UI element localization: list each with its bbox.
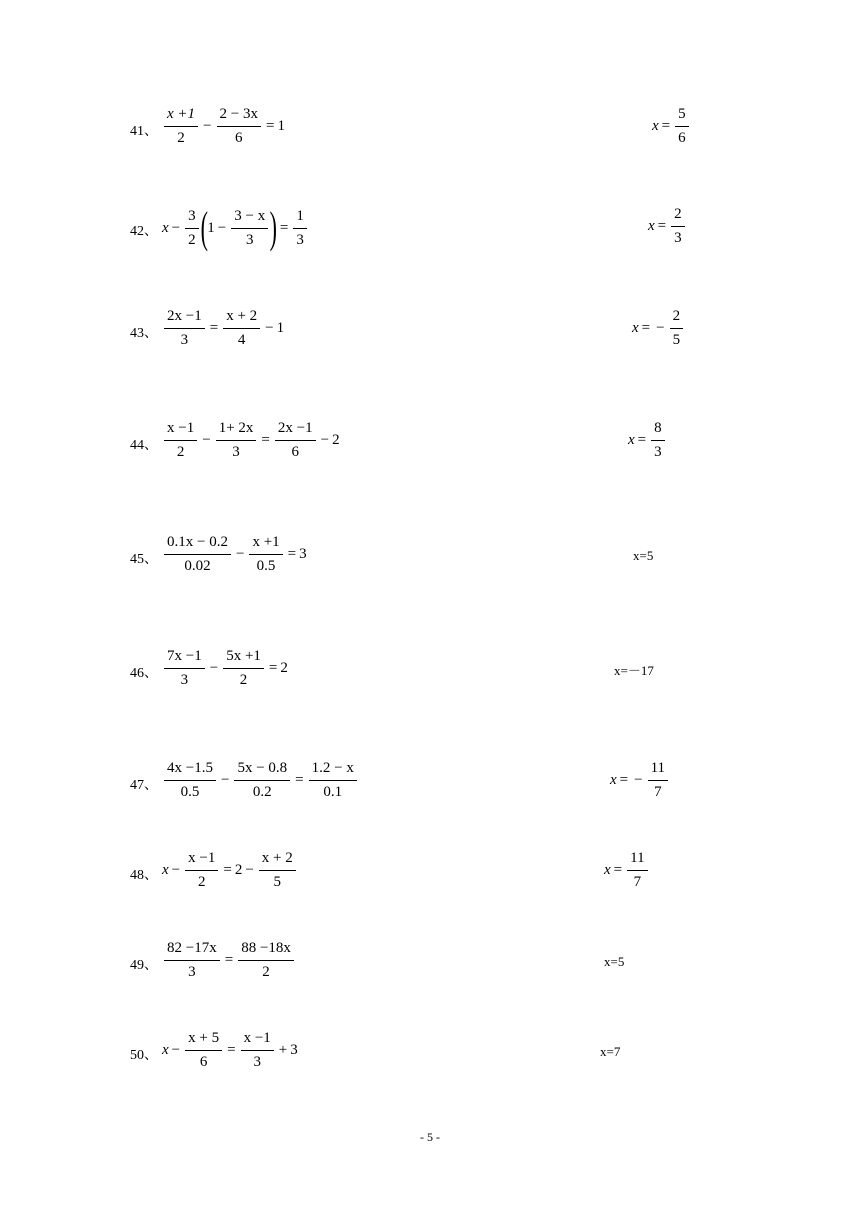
equation: $\frac{82 -17x}{3}$ = $\frac{88 -18x}{2}$ [162, 940, 296, 980]
equation: $\frac{7x -1}{3}$ − $\frac{5x +1}{2}$ = 2 [162, 648, 288, 688]
answer: x=－17 [614, 663, 654, 678]
problem-number: 48、 [130, 868, 158, 883]
equation: x − $\frac{x -1}{2}$ = 2 − $\frac{x + 2}{5}$ [162, 850, 298, 890]
problem-number: 49、 [130, 958, 158, 973]
problem-number: 41、 [130, 124, 158, 139]
page-number: - 5 - [420, 1130, 440, 1144]
answer: x=5 [633, 548, 654, 563]
answer: x = − $\frac{2}{5}$ [632, 308, 685, 348]
problem-number: 45、 [130, 552, 158, 567]
equation: $\frac{0.1x - 0.2}{0.02}$ − $\frac{x +1}{0.5}$ = 3 [162, 534, 307, 574]
problem-number: 47、 [130, 778, 158, 793]
answer: x = $\frac{5}{6}$ [652, 106, 691, 146]
problem-number: 50、 [130, 1048, 158, 1063]
answer: x = $\frac{11}{7}$ [604, 850, 650, 890]
answer: x=7 [600, 1044, 621, 1059]
answer: x = $\frac{8}{3}$ [628, 420, 667, 460]
problem-number: 43、 [130, 326, 158, 341]
equation: $\frac{4x -1.5}{0.5}$ − $\frac{5x - 0.8}{0.2}$ = $\frac{1.2 - x}{0.1}$ [162, 760, 359, 800]
equation: $\frac{x +1}{2}$ − $\frac{2 - 3x}{6}$ = 1 [162, 106, 285, 146]
equation: $\frac{2x -1}{3}$ = $\frac{x + 2}{4}$ − 1 [162, 308, 284, 348]
equation: x − $\frac{x + 5}{6}$ = $\frac{x -1}{3}$ + 3 [162, 1030, 298, 1070]
answer: x = − $\frac{11}{7}$ [610, 760, 670, 800]
equation: $\frac{x -1}{2}$ − $\frac{1+ 2x}{3}$ = $\frac{2x -1}{6}$ − 2 [162, 420, 340, 460]
equation: x − $\frac{3}{2}$ ( 1 − $\frac{3 - x}{3}$ ) = $\frac{1}{3}$ [162, 206, 309, 250]
problem-number: 46、 [130, 666, 158, 681]
problem-number: 44、 [130, 438, 158, 453]
answer: x=5 [604, 954, 625, 969]
fraction: $\frac{2 - 3x}{6}$ [217, 106, 261, 146]
problem-number: 42、 [130, 224, 158, 239]
answer: x = $\frac{2}{3}$ [648, 206, 687, 246]
fraction: $\frac{x +1}{2}$ [164, 106, 198, 146]
